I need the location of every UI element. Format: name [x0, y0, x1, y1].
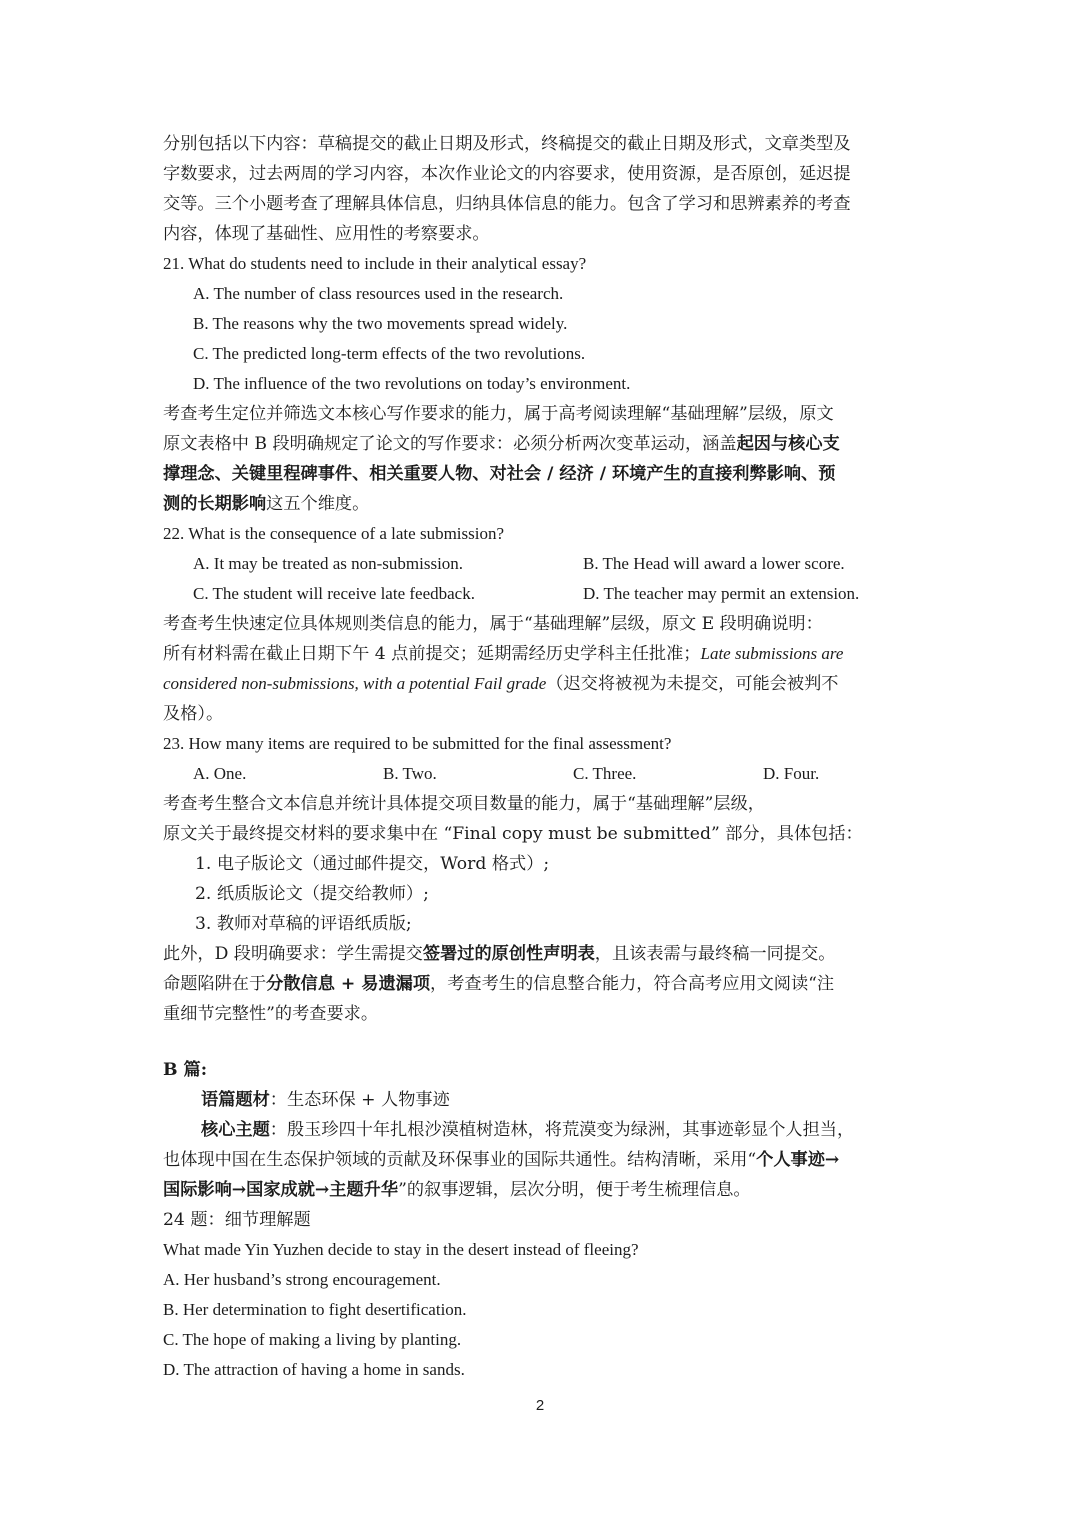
bold-text: 个人事迹→	[756, 1150, 840, 1170]
list-item: 1. 电子版论文（通过邮件提交，Word 格式）;	[195, 854, 550, 874]
option-c: C. The hope of making a living by planting.	[163, 1330, 462, 1349]
option-a: A. It may be treated as non-submission.	[193, 554, 464, 573]
text-line	[163, 489, 918, 519]
bold-text: 测的长期影响	[163, 494, 267, 514]
text-run: ，且该表需与最终稿一同提交。	[594, 944, 836, 964]
option-a: A. One.	[193, 764, 247, 783]
option-a: A. The number of class resources used in the research.	[193, 284, 564, 303]
text-line	[163, 459, 918, 489]
text-line	[163, 639, 918, 669]
bold-text: 签署过的原创性声明表	[422, 944, 595, 964]
bold-text: 语篇题材	[201, 1090, 270, 1110]
text-line	[163, 1175, 918, 1205]
option-d: D. The attraction of having a home in sands.	[163, 1360, 465, 1379]
option-d: D. Four.	[763, 764, 820, 783]
option-b: B. Two.	[383, 764, 437, 783]
option-c: C. Three.	[573, 764, 637, 783]
list-item: 2. 纸质版论文（提交给教师）;	[195, 884, 429, 904]
text-run: ，考查考生的信息整合能力，符合高考应用文阅读“注	[430, 974, 835, 994]
option-b: B. Her determination to fight desertification.	[163, 1300, 467, 1319]
question-stem: 23. How many items are required to be submitted for the final assessment?	[163, 734, 672, 753]
text-run: （迟交将被视为未提交，可能会被判不	[546, 674, 839, 694]
bold-text: 国际影响→国家成就→主题升华	[163, 1180, 399, 1200]
text-line	[163, 939, 918, 969]
text-line: 交等。三个小题考查了理解具体信息，归纳具体信息的能力。包含了学习和思辨素养的考查	[163, 194, 851, 214]
option-c: C. The student will receive late feedback.	[193, 584, 475, 603]
text-run: 所有材料需在截止日期下午 4 点前提交；延期需经历史学科主任批准；	[163, 644, 701, 664]
text-line	[163, 1145, 918, 1175]
bold-text: 撑理念、关键里程碑事件、相关重要人物、对社会 / 经济 / 环境产生的直接利弊影响、预	[163, 464, 836, 484]
text-run: ：生态环保 + 人物事迹	[269, 1090, 450, 1110]
text-run: 这五个维度。	[266, 494, 370, 514]
option-c: C. The predicted long-term effects of the two revolutions.	[193, 344, 586, 363]
text-line	[163, 429, 918, 459]
text-line: 考查考生快速定位具体规则类信息的能力，属于“基础理解”层级，原文 E 段明确说明：	[163, 614, 823, 634]
section-spacer	[163, 1029, 918, 1055]
text-line	[163, 669, 918, 699]
question-22	[163, 519, 918, 729]
question-label: 24 题：细节理解题	[163, 1210, 311, 1230]
part-b-section	[163, 1055, 918, 1205]
page-number: 2	[535, 1397, 545, 1414]
option-b: B. The Head will award a lower score.	[583, 554, 845, 573]
text-line: 重细节完整性”的考查要求。	[163, 1004, 379, 1024]
options-row	[163, 759, 918, 789]
text-line: 字数要求，过去两周的学习内容，本次作业论文的内容要求，使用资源，是否原创，延迟提	[163, 164, 851, 184]
question-23	[163, 729, 918, 1029]
option-b: B. The reasons why the two movements spread widely.	[193, 314, 568, 333]
question-24	[163, 1205, 918, 1385]
text-line	[163, 1085, 918, 1115]
italic-text: considered non-submissions, with a potential Fail grade	[163, 674, 547, 693]
option-a: A. Her husband’s strong encouragement.	[163, 1270, 441, 1289]
option-d: D. The teacher may permit an extension.	[583, 584, 860, 603]
options-row	[163, 549, 918, 579]
question-21	[163, 249, 918, 519]
bold-text: B 篇:	[163, 1060, 208, 1080]
explanation	[163, 609, 918, 729]
section-heading	[163, 1055, 918, 1085]
italic-text: Late submissions are	[700, 644, 844, 663]
text-line: 考查考生定位并筛选文本核心写作要求的能力，属于高考阅读理解“基础理解”层级，原文	[163, 404, 834, 424]
text-line: 内容，体现了基础性、应用性的考察要求。	[163, 224, 490, 244]
text-run: ”的叙事逻辑，层次分明，便于考生梳理信息。	[398, 1180, 751, 1200]
question-stem: What made Yin Yuzhen decide to stay in the desert instead of fleeing?	[163, 1240, 639, 1259]
text-run: 此外，D 段明确要求：学生需提交	[163, 944, 423, 964]
bold-text: 起因与核心支	[736, 434, 840, 454]
explanation	[163, 789, 918, 1029]
text-line	[163, 969, 918, 999]
option-d: D. The influence of the two revolutions on today’s environment.	[193, 374, 631, 393]
question-stem: 22. What is the consequence of a late submission?	[163, 524, 505, 543]
options-row	[163, 579, 918, 609]
bold-text: 分散信息 + 易遗漏项	[266, 974, 431, 994]
document-page	[163, 129, 918, 1385]
intro-paragraph	[163, 129, 918, 249]
text-line: 及格）。	[163, 704, 224, 724]
explanation	[163, 399, 918, 519]
text-run: ：殷玉珍四十年扎根沙漠植树造林，将荒漠变为绿洲，其事迹彰显个人担当，	[269, 1120, 855, 1140]
text-run: 也体现中国在生态保护领域的贡献及环保事业的国际共通性。结构清晰，采用“	[163, 1150, 757, 1170]
text-line: 原文关于最终提交材料的要求集中在 “Final copy must be submitted” 部分，具体包括：	[163, 824, 863, 844]
list-item: 3. 教师对草稿的评语纸质版;	[195, 914, 412, 934]
bold-text: 核心主题	[201, 1120, 270, 1140]
text-line: 分别包括以下内容：草稿提交的截止日期及形式，终稿提交的截止日期及形式，文章类型及	[163, 134, 851, 154]
text-run: 原文表格中 B 段明确规定了论文的写作要求：必须分析两次变革运动，涵盖	[163, 434, 737, 454]
text-line	[163, 1115, 918, 1145]
text-line: 考查考生整合文本信息并统计具体提交项目数量的能力，属于“基础理解”层级，	[163, 794, 765, 814]
question-stem: 21. What do students need to include in their analytical essay?	[163, 254, 587, 273]
text-run: 命题陷阱在于	[163, 974, 267, 994]
